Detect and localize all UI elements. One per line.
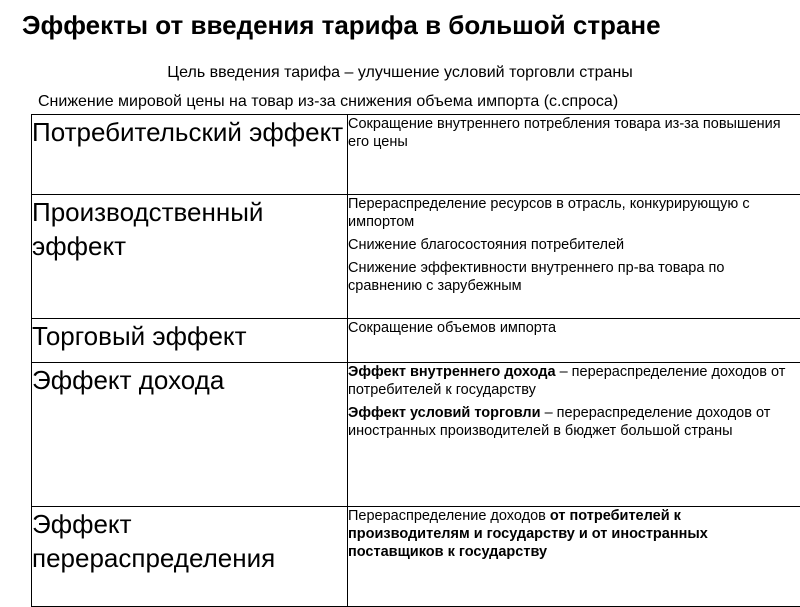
table-row — [32, 195, 800, 319]
table-row — [32, 319, 800, 363]
effect-description — [348, 115, 800, 195]
description-paragraph: Снижение эффективности внутреннего пр-ва товара по сравнению с зарубежным — [348, 259, 800, 295]
effect-name: Эффект перераспределения — [32, 507, 348, 607]
description-paragraph: Сокращение объемов импорта — [348, 319, 800, 337]
term-explanation: – перераспределение доходов от потребителей к государству — [348, 364, 785, 398]
description-paragraph — [348, 507, 800, 561]
description-paragraph: Снижение благосостояния потребителей — [348, 236, 800, 254]
table-row — [32, 115, 800, 195]
bold-term: Эффект условий торговли — [348, 405, 541, 421]
bold-term: Эффект внутреннего дохода — [348, 364, 556, 380]
effect-name: Торговый эффект — [32, 319, 348, 363]
description-paragraph: Перераспределение ресурсов в отрасль, конкурирующую с импортом — [348, 195, 800, 231]
description-paragraph — [348, 363, 800, 399]
slide-title: Эффекты от введения тарифа в большой стране — [22, 8, 792, 42]
bold-term: от потребителей к производителям и государству и от иностранных поставщиков к государству — [348, 508, 708, 560]
effect-name: Производственный эффект — [32, 195, 348, 319]
term-explanation: – перераспределение доходов от иностранных производителей в бюджет большой страны — [348, 405, 770, 439]
table-row — [32, 507, 800, 607]
effect-description — [348, 363, 800, 507]
tariff-goal-text: Цель введения тарифа – улучшение условий торговли страны — [0, 63, 800, 83]
effects-table — [31, 114, 800, 607]
description-paragraph — [348, 404, 800, 440]
description-paragraph: Сокращение внутреннего потребления товара из-за повышения его цены — [348, 115, 800, 151]
effect-name: Потребительский эффект — [32, 115, 348, 195]
price-decline-text: Снижение мировой цены на товар из-за снижения объема импорта (с.спроса) — [38, 92, 798, 112]
effect-description — [348, 319, 800, 363]
effect-name: Эффект дохода — [32, 363, 348, 507]
effect-description — [348, 195, 800, 319]
table-row — [32, 363, 800, 507]
effect-description — [348, 507, 800, 607]
term-explanation: Перераспределение доходов — [348, 508, 550, 524]
